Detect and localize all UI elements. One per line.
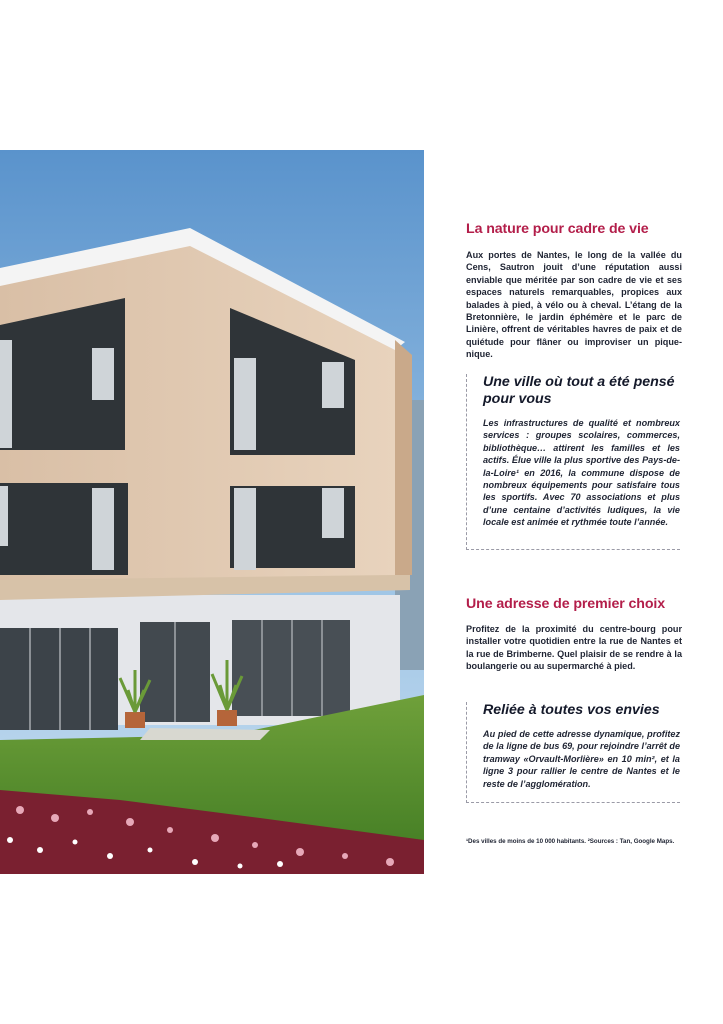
infobox-ville-text: Les infrastructures de qualité et nombreux services : groupes scolaires, commerces, bibliothèque… attirent les familles et les actifs. Élue ville la plus sportive des Pays-de-la-Loire¹ en 2016, la commune dispose de nombreux équipements pour satisfaire tous les sportifs. Avec 70 associations et plus d’une centaine d’activités ludiques, la vie locale est animée et rythmée toute l’année. [483,418,680,528]
footnote: ¹Des villes de moins de 10 000 habitants. ²Sources : Tan, Google Maps. [466,838,675,845]
building-render-icon [0,150,424,874]
infobox-ville-title-1: Une ville où tout a été pensé [483,374,675,390]
section-text-nature: Aux portes de Nantes, le long de la vallée du Cens, Sautron jouit d’une réputation aussi enviable que méritée par son cadre de vie et ses espaces naturels remarquables, propices aux balades à pied, à vélo ou à cheval. L’étang de la Bretonnière, le jardin éphémère et le parc de Linière, offrent de véritables havres de paix et de quiétude pour flâner ou improviser un pique-nique. [466,250,682,360]
infobox-transport [466,702,680,803]
infobox-ville [466,374,680,550]
infobox-transport-title: Reliée à toutes vos envies [483,702,660,718]
infobox-transport-text: Au pied de cette adresse dynamique, profitez de la ligne de bus 69, pour rejoindre l’arrêt de tramway «Orvault-Morlière» en 10 min², et la ligne 3 pour rallier le centre de Nantes et le reste de l’agglomération. [483,729,680,789]
section-text-adresse: Profitez de la proximité du centre-bourg pour installer votre quotidien entre la rue de Nantes et la rue de Brimberne. Quel plaisir de se rendre à la boulangerie ou au supermarché à pied. [466,624,682,672]
infobox-ville-title-2: pour vous [483,391,552,407]
section-title-nature: La nature pour cadre de vie [466,221,649,237]
building-illustration [0,150,424,874]
section-title-adresse: Une adresse de premier choix [466,596,666,612]
